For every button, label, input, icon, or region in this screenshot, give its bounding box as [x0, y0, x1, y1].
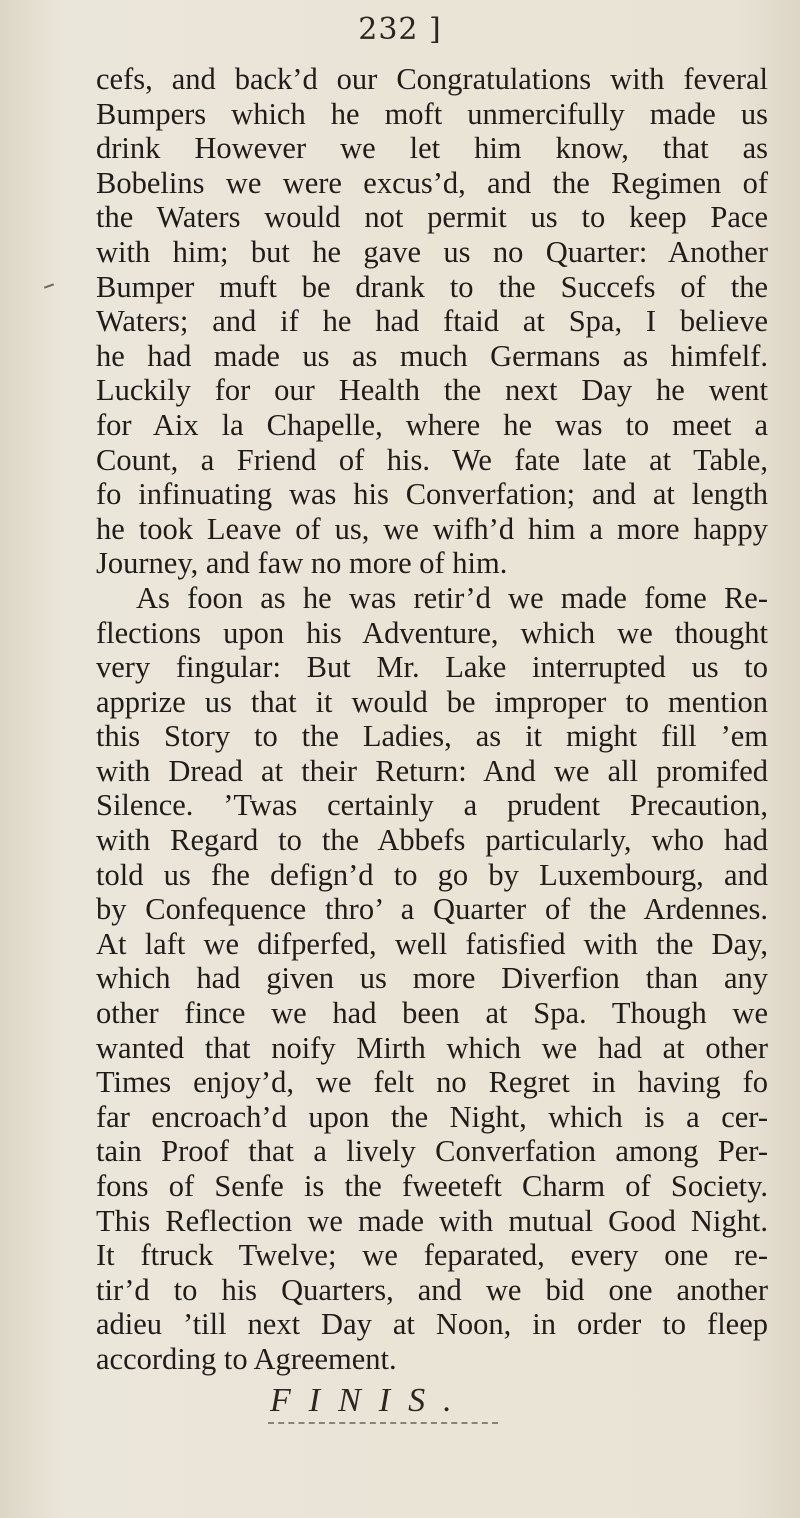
text-line: tir’d to his Quarters, and we bid one another — [96, 1272, 768, 1307]
finis-heading: FINIS. — [270, 1382, 470, 1419]
text-line: Count, a Friend of his. We fate late at Table, — [96, 442, 768, 477]
text-line: As foon as he was retir’d we made fome Re- — [136, 580, 768, 615]
text-line: At laft we difperfed, well fatisfied with the Day, — [96, 926, 768, 961]
page-number: 232 ] — [358, 12, 442, 47]
text-line: Journey, and faw no more of him. — [96, 546, 508, 581]
text-line: adieu ’till next Day at Noon, in order to fleep — [96, 1307, 768, 1342]
text-line: Times enjoy’d, we felt no Regret in having fo — [96, 1065, 768, 1100]
text-line: the Waters would not permit us to keep Pace — [96, 200, 768, 235]
text-line: flections upon his Adventure, which we thought — [96, 615, 768, 650]
text-line: fons of Senfe is the fweeteft Charm of Society. — [96, 1169, 768, 1203]
text-line: fo infinuating was his Converfation; and at length — [96, 477, 768, 512]
finis-rule — [268, 1422, 498, 1424]
text-line: cefs, and back’d our Congratulations with feveral — [96, 62, 768, 96]
text-line: Bumper muft be drank to the Succefs of the — [96, 269, 768, 304]
text-line: very fingular: But Mr. Lake interrupted us to — [96, 650, 768, 685]
text-line: It ftruck Twelve; we feparated, every one re- — [96, 1238, 768, 1273]
text-line: he took Leave of us, we wifh’d him a more happy — [96, 511, 768, 546]
text-line: with him; but he gave us no Quarter: Another — [96, 234, 768, 269]
text-line: by Confequence thro’ a Quarter of the Ardennes. — [96, 892, 768, 927]
text-line: this Story to the Ladies, as it might fill ’em — [96, 719, 768, 754]
text-line: for Aix la Chapelle, where he was to meet a — [96, 407, 768, 442]
text-line: This Reflection we made with mutual Good Night. — [96, 1203, 768, 1238]
text-line: other fince we had been at Spa. Though we — [96, 996, 768, 1031]
text-line: far encroach’d upon the Night, which is a cer- — [96, 1099, 768, 1134]
margin-mark — [44, 283, 54, 288]
text-line: wanted that noify Mirth which we had at other — [96, 1030, 768, 1065]
text-line: with Dread at their Return: And we all promifed — [96, 753, 768, 788]
text-line: according to Agreement. — [96, 1341, 397, 1376]
body-text — [96, 62, 768, 1377]
text-line: Waters; and if he had ftaid at Spa, I believe — [96, 304, 768, 339]
text-line: drink However we let him know, that as — [96, 131, 768, 166]
text-line: tain Proof that a lively Converfation among Per- — [96, 1134, 768, 1169]
text-line: told us fhe defign’d to go by Luxembourg, and — [96, 857, 768, 892]
text-line: apprize us that it would be improper to mention — [96, 684, 768, 719]
text-line: Bobelins we were excus’d, and the Regimen of — [96, 165, 768, 200]
text-line: Silence. ’Twas certainly a prudent Precaution, — [96, 788, 768, 823]
text-line: Luckily for our Health the next Day he went — [96, 373, 768, 408]
text-line: Bumpers which he moft unmercifully made us — [96, 96, 768, 131]
text-line: which had given us more Diverfion than any — [96, 961, 768, 996]
text-line: he had made us as much Germans as himfelf. — [96, 338, 768, 373]
text-line: with Regard to the Abbefs particularly, who had — [96, 823, 768, 858]
